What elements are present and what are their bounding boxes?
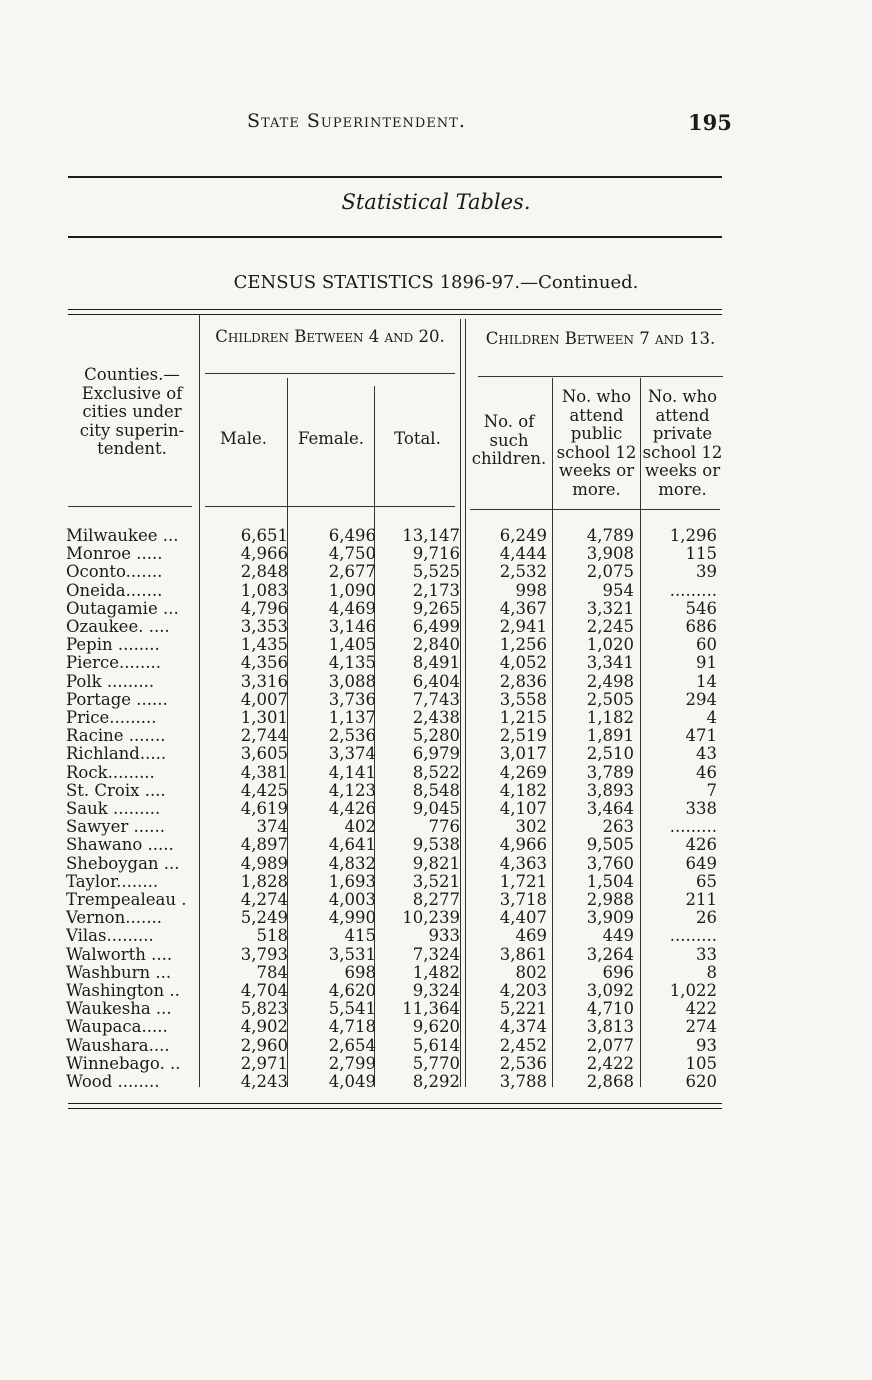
private-school-cell: 91 xyxy=(696,653,717,673)
total-cell: 9,716 xyxy=(412,544,460,564)
census-table xyxy=(66,527,717,1091)
header-private-label: No. who attend private school 12 weeks or more. xyxy=(642,387,723,499)
county-cell: Vilas......... xyxy=(66,927,154,946)
public-school-cell: 3,908 xyxy=(586,544,634,564)
total-cell: 8,277 xyxy=(412,890,460,910)
table-row xyxy=(66,527,717,545)
female-cell: 5,541 xyxy=(328,999,376,1019)
male-cell: 1,083 xyxy=(240,580,288,600)
total-cell: 6,404 xyxy=(412,671,460,691)
county-cell: Waukesha ... xyxy=(66,1000,172,1019)
public-school-cell: 1,891 xyxy=(586,726,634,746)
total-cell: 6,499 xyxy=(412,617,460,637)
header-male-label: Male. xyxy=(219,429,268,448)
children-cell: 4,374 xyxy=(499,1017,547,1037)
male-cell: 1,301 xyxy=(240,708,288,728)
children-cell: 4,269 xyxy=(499,762,547,782)
public-school-cell: 9,505 xyxy=(586,835,634,855)
total-cell: 7,324 xyxy=(412,944,460,964)
male-cell: 4,425 xyxy=(240,780,288,800)
public-school-cell: 4,710 xyxy=(586,999,634,1019)
public-school-cell: 3,893 xyxy=(586,780,634,800)
private-school-cell: 686 xyxy=(685,617,717,637)
children-cell: 5,221 xyxy=(499,999,547,1019)
public-school-cell: 2,498 xyxy=(586,671,634,691)
public-school-cell: 954 xyxy=(602,580,634,600)
public-school-cell: 2,245 xyxy=(586,617,634,637)
public-school-cell: 2,988 xyxy=(586,890,634,910)
children-cell: 4,182 xyxy=(499,780,547,800)
female-cell: 2,799 xyxy=(328,1053,376,1073)
table-row xyxy=(66,1073,717,1091)
header-private xyxy=(641,388,724,499)
total-cell: 9,620 xyxy=(412,1017,460,1037)
group1-underline xyxy=(205,373,455,374)
table-row xyxy=(66,600,717,618)
female-cell: 1,090 xyxy=(328,580,376,600)
male-cell: 4,619 xyxy=(240,799,288,819)
male-cell: 4,897 xyxy=(240,835,288,855)
table-row xyxy=(66,1000,717,1018)
county-cell: Sawyer ...... xyxy=(66,818,165,837)
total-cell: 1,482 xyxy=(412,962,460,982)
private-school-cell: ......... xyxy=(669,580,717,600)
public-school-cell: 1,504 xyxy=(586,871,634,891)
total-cell: 933 xyxy=(428,926,460,946)
total-cell: 10,239 xyxy=(402,908,460,928)
children-cell: 1,215 xyxy=(499,708,547,728)
female-cell: 4,003 xyxy=(328,890,376,910)
county-cell: Sauk ......... xyxy=(66,800,161,819)
public-school-cell: 1,020 xyxy=(586,635,634,655)
table-top-rule-2 xyxy=(68,314,722,315)
table-row xyxy=(66,800,717,818)
female-cell: 3,146 xyxy=(328,617,376,637)
table-row xyxy=(66,909,717,927)
children-cell: 2,532 xyxy=(499,562,547,582)
county-cell: Pierce........ xyxy=(66,654,161,673)
children-cell: 1,721 xyxy=(499,871,547,891)
subtitle: Statistical Tables. xyxy=(341,190,531,214)
private-school-cell: 7 xyxy=(706,780,717,800)
children-cell: 802 xyxy=(515,962,547,982)
female-cell: 4,141 xyxy=(328,762,376,782)
private-school-cell: 649 xyxy=(685,853,717,873)
header-public-label: No. who attend public school 12 weeks or more. xyxy=(556,387,637,499)
table-row xyxy=(66,691,717,709)
children-cell: 998 xyxy=(515,580,547,600)
private-school-cell: 294 xyxy=(685,689,717,709)
private-school-cell: 1,022 xyxy=(669,981,717,1001)
male-cell: 4,243 xyxy=(240,1072,288,1092)
header-female xyxy=(288,430,374,449)
public-school-cell: 3,464 xyxy=(586,799,634,819)
private-school-cell: ......... xyxy=(669,817,717,837)
total-cell: 3,521 xyxy=(412,871,460,891)
table-row xyxy=(66,818,717,836)
public-school-cell: 2,505 xyxy=(586,689,634,709)
header-male xyxy=(200,430,287,449)
total-cell: 13,147 xyxy=(402,526,460,545)
private-school-cell: 426 xyxy=(685,835,717,855)
public-school-cell: 3,264 xyxy=(586,944,634,964)
table-row xyxy=(66,855,717,873)
female-cell: 4,469 xyxy=(328,598,376,618)
private-school-cell: 39 xyxy=(696,562,717,582)
county-cell: Outagamie ... xyxy=(66,599,179,618)
total-cell: 9,538 xyxy=(412,835,460,855)
male-cell: 374 xyxy=(256,817,288,837)
subtitle-rule xyxy=(68,236,722,238)
county-cell: Trempealeau . xyxy=(66,891,187,910)
header-group1 xyxy=(205,328,455,347)
male-cell: 4,902 xyxy=(240,1017,288,1037)
female-cell: 6,496 xyxy=(328,526,376,545)
county-cell: Monroe ..... xyxy=(66,545,163,564)
private-school-cell: 105 xyxy=(685,1053,717,1073)
female-cell: 4,135 xyxy=(328,653,376,673)
county-cell: Wood ........ xyxy=(66,1073,160,1092)
header-public xyxy=(553,388,640,499)
private-school-cell: 65 xyxy=(696,871,717,891)
county-cell: Polk ......... xyxy=(66,672,155,691)
county-cell: Price......... xyxy=(66,709,157,728)
table-bottom-rule-1 xyxy=(68,1103,722,1104)
header-total xyxy=(375,430,460,449)
table-row xyxy=(66,618,717,636)
male-cell: 518 xyxy=(256,926,288,946)
children-cell: 4,966 xyxy=(499,835,547,855)
children-cell: 302 xyxy=(515,817,547,837)
children-cell: 3,861 xyxy=(499,944,547,964)
private-school-cell: 211 xyxy=(685,890,717,910)
public-school-cell: 4,789 xyxy=(586,526,634,545)
table-row xyxy=(66,636,717,654)
public-school-cell: 2,868 xyxy=(586,1072,634,1092)
children-cell: 4,444 xyxy=(499,544,547,564)
public-school-cell: 3,789 xyxy=(586,762,634,782)
public-school-cell: 449 xyxy=(602,926,634,946)
total-cell: 8,491 xyxy=(412,653,460,673)
private-school-cell: 43 xyxy=(696,744,717,764)
female-cell: 4,832 xyxy=(328,853,376,873)
male-cell: 2,971 xyxy=(240,1053,288,1073)
children-cell: 4,407 xyxy=(499,908,547,928)
male-cell: 4,356 xyxy=(240,653,288,673)
female-cell: 1,405 xyxy=(328,635,376,655)
male-cell: 5,249 xyxy=(240,908,288,928)
female-cell: 4,620 xyxy=(328,981,376,1001)
female-cell: 3,088 xyxy=(328,671,376,691)
total-cell: 8,548 xyxy=(412,780,460,800)
children-cell: 4,363 xyxy=(499,853,547,873)
table-row xyxy=(66,1037,717,1055)
children-cell: 3,017 xyxy=(499,744,547,764)
county-cell: Pepin ........ xyxy=(66,636,160,655)
header-bottom-rule-group1 xyxy=(205,506,455,507)
male-cell: 784 xyxy=(256,962,288,982)
table-row xyxy=(66,1018,717,1036)
female-cell: 2,536 xyxy=(328,726,376,746)
public-school-cell: 1,182 xyxy=(586,708,634,728)
table-row xyxy=(66,582,717,600)
table-row xyxy=(66,1055,717,1073)
table-row xyxy=(66,654,717,672)
public-school-cell: 3,321 xyxy=(586,598,634,618)
children-cell: 4,203 xyxy=(499,981,547,1001)
female-cell: 4,049 xyxy=(328,1072,376,1092)
female-cell: 3,736 xyxy=(328,689,376,709)
private-school-cell: 274 xyxy=(685,1017,717,1037)
total-cell: 6,979 xyxy=(412,744,460,764)
public-school-cell: 3,813 xyxy=(586,1017,634,1037)
header-no-such-label: No. of such children. xyxy=(471,412,547,468)
male-cell: 4,966 xyxy=(240,544,288,564)
male-cell: 3,316 xyxy=(240,671,288,691)
table-row xyxy=(66,873,717,891)
female-cell: 4,123 xyxy=(328,780,376,800)
total-cell: 2,173 xyxy=(412,580,460,600)
header-bottom-rule-group2 xyxy=(470,509,720,510)
male-cell: 3,793 xyxy=(240,944,288,964)
county-cell: Shawano ..... xyxy=(66,836,174,855)
page-number: 195 xyxy=(688,110,732,135)
table-row xyxy=(66,982,717,1000)
header-total-label: Total. xyxy=(394,429,441,448)
county-cell: Rock......... xyxy=(66,763,155,782)
county-cell: Vernon....... xyxy=(66,909,162,928)
header-female-label: Female. xyxy=(297,429,365,448)
female-cell: 1,137 xyxy=(328,708,376,728)
header-bottom-rule-counties xyxy=(68,506,192,507)
running-head: State Superintendent. xyxy=(247,110,466,132)
female-cell: 1,693 xyxy=(328,871,376,891)
header-no-such xyxy=(466,413,552,469)
children-cell: 3,718 xyxy=(499,890,547,910)
female-cell: 415 xyxy=(344,926,376,946)
children-cell: 2,536 xyxy=(499,1053,547,1073)
table-row xyxy=(66,836,717,854)
private-school-cell: 26 xyxy=(696,908,717,928)
female-cell: 402 xyxy=(344,817,376,837)
public-school-cell: 3,909 xyxy=(586,908,634,928)
private-school-cell: 620 xyxy=(685,1072,717,1092)
county-cell: Milwaukee ... xyxy=(66,527,179,545)
public-school-cell: 2,075 xyxy=(586,562,634,582)
table-row xyxy=(66,709,717,727)
private-school-cell: 14 xyxy=(696,671,717,691)
private-school-cell: ......... xyxy=(669,926,717,946)
table-row xyxy=(66,545,717,563)
children-cell: 2,941 xyxy=(499,617,547,637)
private-school-cell: 4 xyxy=(706,708,717,728)
county-cell: Winnebago. .. xyxy=(66,1054,181,1073)
total-cell: 11,364 xyxy=(402,999,460,1019)
table-row xyxy=(66,745,717,763)
male-cell: 1,828 xyxy=(240,871,288,891)
table-row xyxy=(66,563,717,581)
children-cell: 4,107 xyxy=(499,799,547,819)
total-cell: 8,292 xyxy=(412,1072,460,1092)
header-counties-label: Counties.— Exclusive of cities under city superin- tendent. xyxy=(79,365,185,458)
male-cell: 2,960 xyxy=(240,1035,288,1055)
public-school-cell: 3,760 xyxy=(586,853,634,873)
male-cell: 4,274 xyxy=(240,890,288,910)
public-school-cell: 3,092 xyxy=(586,981,634,1001)
table-row xyxy=(66,964,717,982)
male-cell: 2,848 xyxy=(240,562,288,582)
male-cell: 4,381 xyxy=(240,762,288,782)
header-group1-label: Children Between 4 and 20. xyxy=(215,327,445,346)
group2-underline xyxy=(478,376,723,377)
female-cell: 4,718 xyxy=(328,1017,376,1037)
public-school-cell: 263 xyxy=(602,817,634,837)
county-cell: Oconto....... xyxy=(66,563,163,582)
table-row xyxy=(66,764,717,782)
male-cell: 4,704 xyxy=(240,981,288,1001)
children-cell: 2,519 xyxy=(499,726,547,746)
private-school-cell: 1,296 xyxy=(669,526,717,545)
male-cell: 4,989 xyxy=(240,853,288,873)
female-cell: 3,374 xyxy=(328,744,376,764)
county-cell: Waupaca..... xyxy=(66,1018,168,1037)
total-cell: 2,840 xyxy=(412,635,460,655)
private-school-cell: 338 xyxy=(685,799,717,819)
total-cell: 5,614 xyxy=(412,1035,460,1055)
private-school-cell: 46 xyxy=(696,762,717,782)
female-cell: 698 xyxy=(344,962,376,982)
total-cell: 5,525 xyxy=(412,562,460,582)
female-cell: 3,531 xyxy=(328,944,376,964)
county-cell: Portage ...... xyxy=(66,690,168,709)
private-school-cell: 471 xyxy=(685,726,717,746)
male-cell: 5,823 xyxy=(240,999,288,1019)
total-cell: 5,770 xyxy=(412,1053,460,1073)
total-cell: 9,324 xyxy=(412,981,460,1001)
total-cell: 2,438 xyxy=(412,708,460,728)
children-cell: 2,452 xyxy=(499,1035,547,1055)
table-bottom-rule-2 xyxy=(68,1108,722,1109)
private-school-cell: 60 xyxy=(696,635,717,655)
county-cell: Washburn ... xyxy=(66,963,172,982)
female-cell: 2,654 xyxy=(328,1035,376,1055)
county-cell: Taylor........ xyxy=(66,872,159,891)
table-top-rule-1 xyxy=(68,309,722,310)
county-cell: Walworth .... xyxy=(66,945,173,964)
children-cell: 6,249 xyxy=(499,526,547,545)
male-cell: 6,651 xyxy=(240,526,288,545)
table-row xyxy=(66,946,717,964)
female-cell: 4,750 xyxy=(328,544,376,564)
county-cell: St. Croix .... xyxy=(66,781,166,800)
header-counties xyxy=(68,366,196,459)
male-cell: 3,605 xyxy=(240,744,288,764)
header-group2 xyxy=(478,330,723,349)
private-school-cell: 33 xyxy=(696,944,717,964)
children-cell: 1,256 xyxy=(499,635,547,655)
county-cell: Waushara.... xyxy=(66,1036,170,1055)
county-cell: Racine ....... xyxy=(66,727,166,746)
table-row xyxy=(66,727,717,745)
total-cell: 776 xyxy=(428,817,460,837)
table-row xyxy=(66,673,717,691)
private-school-cell: 115 xyxy=(685,544,717,564)
table-row xyxy=(66,891,717,909)
female-cell: 4,426 xyxy=(328,799,376,819)
header-group2-label: Children Between 7 and 13. xyxy=(485,329,716,348)
table-title: CENSUS STATISTICS 1896-97.—Continued. xyxy=(233,272,639,293)
female-cell: 4,990 xyxy=(328,908,376,928)
children-cell: 4,052 xyxy=(499,653,547,673)
table-row xyxy=(66,782,717,800)
children-cell: 3,558 xyxy=(499,689,547,709)
female-cell: 4,641 xyxy=(328,835,376,855)
county-cell: Washington .. xyxy=(66,982,180,1001)
public-school-cell: 3,341 xyxy=(586,653,634,673)
children-cell: 469 xyxy=(515,926,547,946)
public-school-cell: 2,077 xyxy=(586,1035,634,1055)
county-cell: Richland..... xyxy=(66,745,167,764)
public-school-cell: 2,510 xyxy=(586,744,634,764)
top-rule xyxy=(68,176,722,178)
children-cell: 2,836 xyxy=(499,671,547,691)
private-school-cell: 422 xyxy=(685,999,717,1019)
total-cell: 8,522 xyxy=(412,762,460,782)
male-cell: 2,744 xyxy=(240,726,288,746)
county-cell: Ozaukee. .... xyxy=(66,618,170,637)
county-cell: Oneida....... xyxy=(66,581,163,600)
total-cell: 9,821 xyxy=(412,853,460,873)
total-cell: 5,280 xyxy=(412,726,460,746)
public-school-cell: 2,422 xyxy=(586,1053,634,1073)
census-table-body xyxy=(66,527,717,1091)
table-row xyxy=(66,927,717,945)
male-cell: 4,007 xyxy=(240,689,288,709)
total-cell: 7,743 xyxy=(412,689,460,709)
public-school-cell: 696 xyxy=(602,962,634,982)
total-cell: 9,265 xyxy=(412,598,460,618)
private-school-cell: 8 xyxy=(706,962,717,982)
male-cell: 3,353 xyxy=(240,617,288,637)
male-cell: 4,796 xyxy=(240,598,288,618)
male-cell: 1,435 xyxy=(240,635,288,655)
private-school-cell: 93 xyxy=(696,1035,717,1055)
private-school-cell: 546 xyxy=(685,598,717,618)
children-cell: 3,788 xyxy=(499,1072,547,1092)
county-cell: Sheboygan ... xyxy=(66,854,180,873)
total-cell: 9,045 xyxy=(412,799,460,819)
children-cell: 4,367 xyxy=(499,598,547,618)
female-cell: 2,677 xyxy=(328,562,376,582)
